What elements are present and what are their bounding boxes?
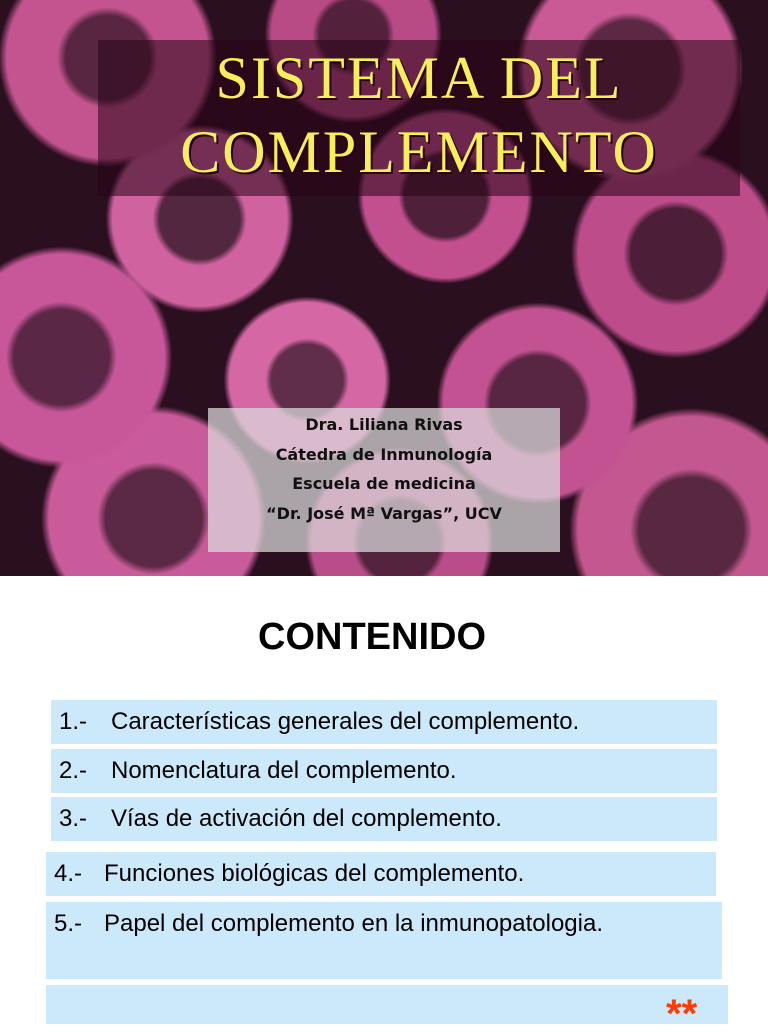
asterisk-marker: ** xyxy=(666,992,698,1036)
author-school: Escuela de medicina xyxy=(292,474,476,493)
contents-item-text: Funciones biológicas del complemento. xyxy=(104,860,525,887)
contents-heading: CONTENIDO xyxy=(258,616,486,658)
author-box xyxy=(208,408,560,552)
author-department: Cátedra de Inmunología xyxy=(275,445,493,464)
contents-item-number: 1.- xyxy=(59,708,88,735)
contents-item-5 xyxy=(46,902,722,979)
contents-item-number: 4.- xyxy=(54,860,83,887)
contents-item-2 xyxy=(51,749,717,793)
contents-item-3 xyxy=(51,797,717,841)
author-university: “Dr. José Mª Vargas”, UCV xyxy=(266,504,502,523)
contents-item-number: 5.- xyxy=(54,910,83,937)
title-box xyxy=(98,40,740,196)
slide-title-line-2: COMPLEMENTO xyxy=(180,119,658,185)
slide-title-line-1: SISTEMA DEL xyxy=(215,45,623,111)
author-name: Dra. Liliana Rivas xyxy=(305,415,463,434)
contents-item-text: Características generales del complemento. xyxy=(111,708,580,735)
contents-item-text: Papel del complemento en la inmunopatologia. xyxy=(104,910,603,937)
contents-item-4 xyxy=(46,852,716,896)
contents-item-1 xyxy=(51,700,717,744)
contents-item-number: 3.- xyxy=(59,805,88,832)
contents-item-6 xyxy=(46,985,728,1024)
contents-item-number: 2.- xyxy=(59,757,88,784)
contents-item-text: Vías de activación del complemento. xyxy=(111,805,502,832)
contents-item-text: Nomenclatura del complemento. xyxy=(111,757,457,784)
